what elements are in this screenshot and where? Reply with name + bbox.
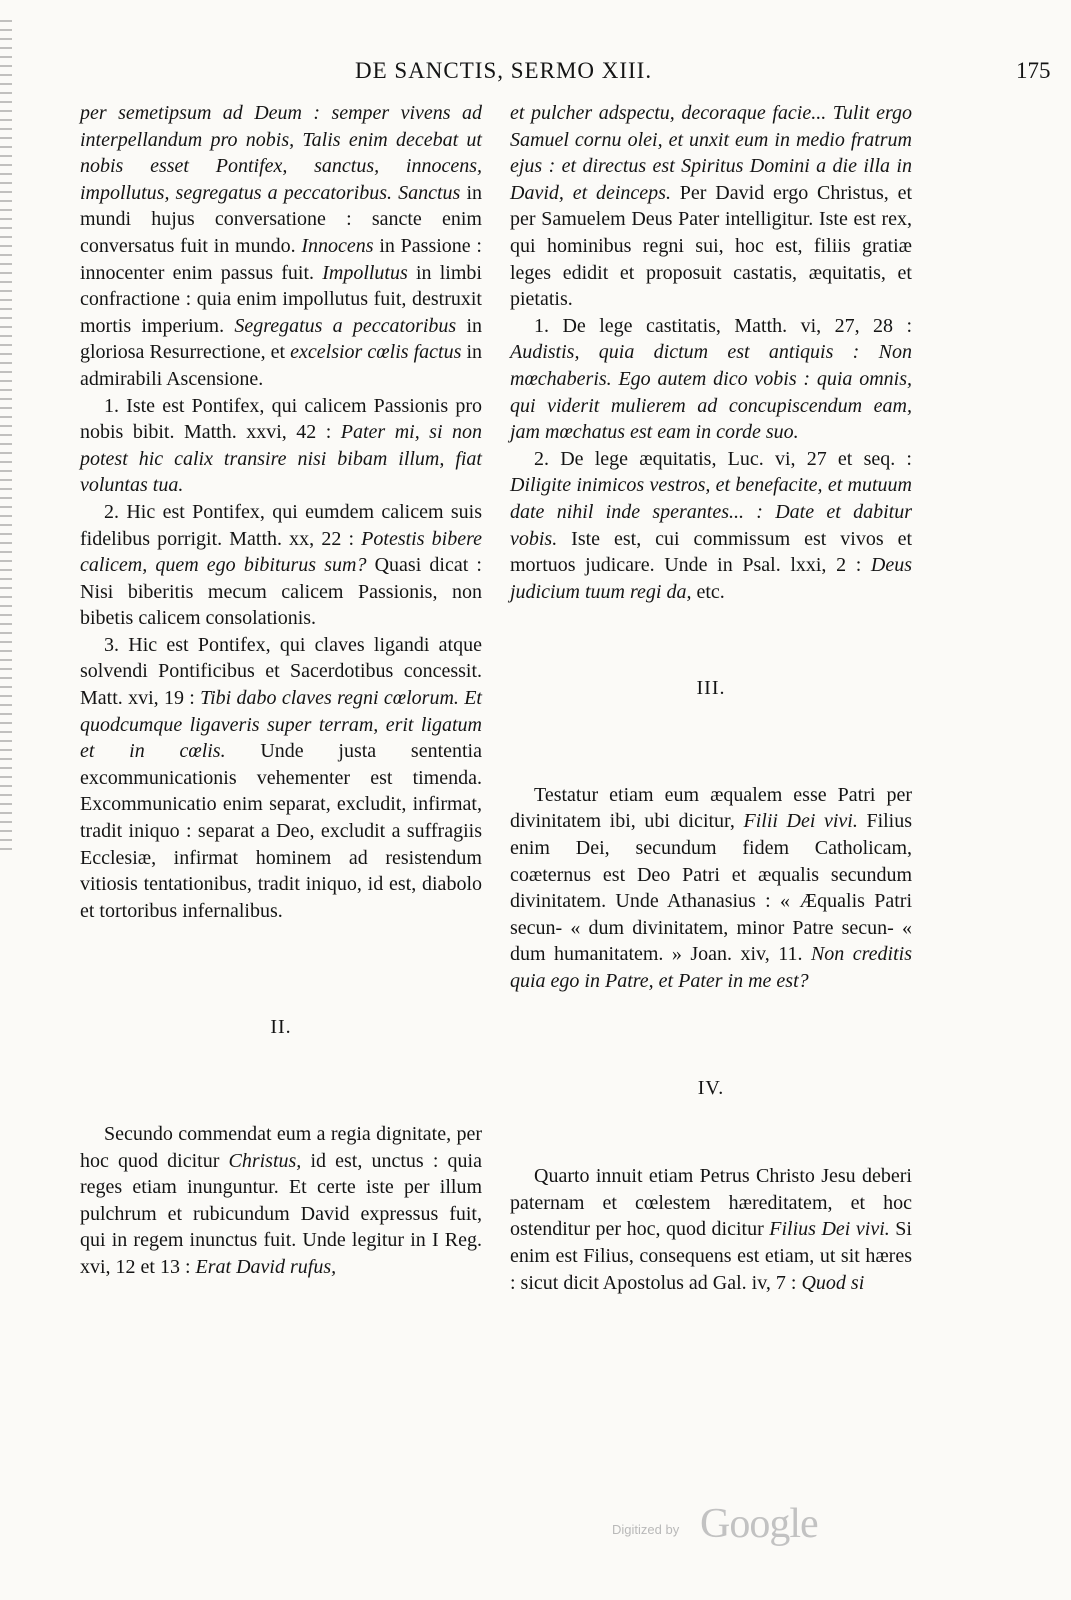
italic-run: Non creditis quia ego in Patre, et Pater in me est?	[510, 943, 912, 993]
italic-run: et pulcher adspectu, decoraque facie... Tulit ergo Samuel cornu olei, et unxit eum in medio fratrum ejus : et directus est Spiritus Domini a die illa in David, et deinceps.	[510, 102, 912, 204]
running-head: DE SANCTIS, SERMO XIII.	[355, 58, 653, 83]
paragraph	[510, 1163, 912, 1296]
paragraph	[510, 100, 912, 313]
text-run: in admirabili Ascensione.	[80, 341, 483, 390]
section-heading: II.	[270, 1016, 292, 1039]
text-run: in limbi confractione : quia enim impollutus fuit, destruxit mortis imperium.	[80, 261, 482, 337]
text-run: id est, unctus : quia reges etiam inunguntur. Et certe iste per illum pulchrum et rubicundum David expressus fuit, qui in regem inunctus fuit. Unde legitur in I Reg. xvi, 12 et 13 :	[80, 1149, 482, 1278]
paragraph	[80, 1121, 482, 1281]
digitized-label: Digitized by	[612, 1522, 680, 1537]
text-run: Iste est, cui commissum est vivos et mortuos judicare. Unde in Psal. lxxi, 2 :	[510, 527, 912, 577]
left-column	[80, 100, 482, 1281]
italic-run: Audistis, quia dictum est antiquis : Non mœchaberis. Ego autem dico vobis : quia omnis, qui viderit mulierem ad concupiscendum eam, jam mœchatus est eam in corde suo.	[510, 341, 912, 444]
page-number: 175	[1016, 58, 1051, 83]
italic-run: Segregatus a peccatoribus	[234, 314, 457, 337]
text-run: 2. Hic est Pontifex, qui eumdem calicem suis fidelibus porrigit. Matth. xx, 22 :	[80, 500, 482, 550]
text-run: Per David ergo Christus, et per Samuelem Deus Pater intelligitur. Iste est rex, qui hominibus regni sui, hoc est, filiis gratiæ leges edidit et proposuit castatis, æquitatis, et pietatis.	[510, 181, 913, 311]
text-run: 1. De lege castitatis, Matth. vi, 27, 28 :	[534, 314, 912, 337]
paragraph	[510, 446, 912, 606]
google-logo: Google	[700, 1501, 818, 1547]
italic-run: Potestis bibere calicem, quem ego bibiturus sum?	[80, 527, 482, 577]
text-run: Quarto innuit etiam Petrus Christo Jesu deberi paternam et cœlestem hæreditatem, et hoc ostenditur per hoc, quod dicitur	[510, 1165, 912, 1241]
paragraph	[510, 782, 912, 995]
text-run: in Passione : innocenter enim passus fuit.	[80, 234, 482, 284]
text-run: Quasi dicat : Nisi biberitis mecum calicem Passionis, non bibetis calicem consolationis.	[80, 554, 482, 630]
italic-run: Innocens	[301, 234, 374, 257]
text-run: 3. Hic est Pontifex, qui claves ligandi atque solvendi Pontificibus et Sacerdotibus concessit. Matt. xvi, 19 :	[80, 633, 482, 710]
italic-run: Pater mi, si non potest hic calix transire nisi bibam illum, fiat voluntas tua.	[80, 421, 482, 497]
text-run: etc.	[691, 580, 725, 603]
italic-run: Christus,	[228, 1149, 302, 1172]
italic-run: Quod si	[801, 1271, 865, 1294]
text-run: 2. De lege æquitatis, Luc. vi, 27 et seq. :	[534, 447, 912, 470]
italic-run: Filii Dei vivi.	[743, 810, 858, 833]
paragraph	[80, 632, 482, 925]
paragraph	[80, 393, 482, 499]
paragraph	[80, 100, 482, 393]
right-column	[510, 100, 912, 1296]
text-run: Testatur etiam eum æqualem esse Patri per divinitatem ibi, ubi dicitur,	[510, 783, 912, 833]
section-heading: IV.	[697, 1076, 725, 1099]
italic-run: Deus judicium tuum regi da,	[510, 554, 912, 603]
paragraph	[510, 313, 912, 446]
italic-run: Sanctus	[398, 181, 461, 204]
italic-run: Erat David rufus,	[195, 1255, 337, 1278]
text-run: Si enim est Filius, consequens est etiam, ut sit hæres : sicut dicit Apostolus ad Gal. iv, 7 :	[510, 1218, 912, 1294]
italic-run: Filius Dei vivi.	[769, 1218, 890, 1241]
text-run: in gloriosa Resurrectione, et	[80, 314, 482, 364]
text-run: 1. Iste est Pontifex, qui calicem Passionis pro nobis bibit. Matth. xxvi, 42 :	[80, 394, 482, 444]
page-header	[0, 58, 1071, 92]
section-heading: III.	[696, 677, 726, 700]
text-run: Unde justa sententia excommunicationis vehementer est timenda. Excommunicatio enim separat, excludit, infirmat, tradit iniquo : separat a Deo, excludit a suffragiis Ecclesiæ, infirmat hominem ad resistendum vitiosis tentationibus, tradit iniquo, id est, diabolo et tortoribus infernalibus.	[80, 740, 482, 922]
text-run: Secundo commendat eum a regia dignitate, per hoc quod dicitur	[80, 1123, 482, 1172]
italic-run: Impollutus	[322, 261, 408, 284]
text-run: Filius enim Dei, secundum fidem Catholicam, coæternus est Deo Patri et æqualis secundum divinitatem. Unde Athanasius : « Æqualis Patri secun- « dum divinitatem, minor Patre secun- « dum humanitatem. » Joan. xiv, 11.	[510, 810, 913, 966]
italic-run: excelsior cœlis factus	[290, 341, 462, 364]
margin-scan-marks	[0, 20, 12, 850]
italic-run: Diligite inimicos vestros, et benefacite, et mutuum date nihil inde sperantes... : Date et dabitur vobis.	[510, 474, 912, 550]
italic-run: Tibi dabo claves regni cœlorum. Et quodcumque ligaveris super terram, erit ligatum et in cœlis.	[80, 687, 482, 763]
text-run: in mundi hujus conversatione : sancte enim conversatus fuit in mundo.	[80, 181, 483, 257]
paragraph	[80, 499, 482, 632]
digitized-watermark	[0, 1500, 1071, 1560]
italic-run: per semetipsum ad Deum : semper vivens ad interpellandum pro nobis, Talis enim decebat ut nobis esset Pontifex, sanctus, innocens, impollutus, segregatus a peccatoribus.	[80, 102, 482, 204]
